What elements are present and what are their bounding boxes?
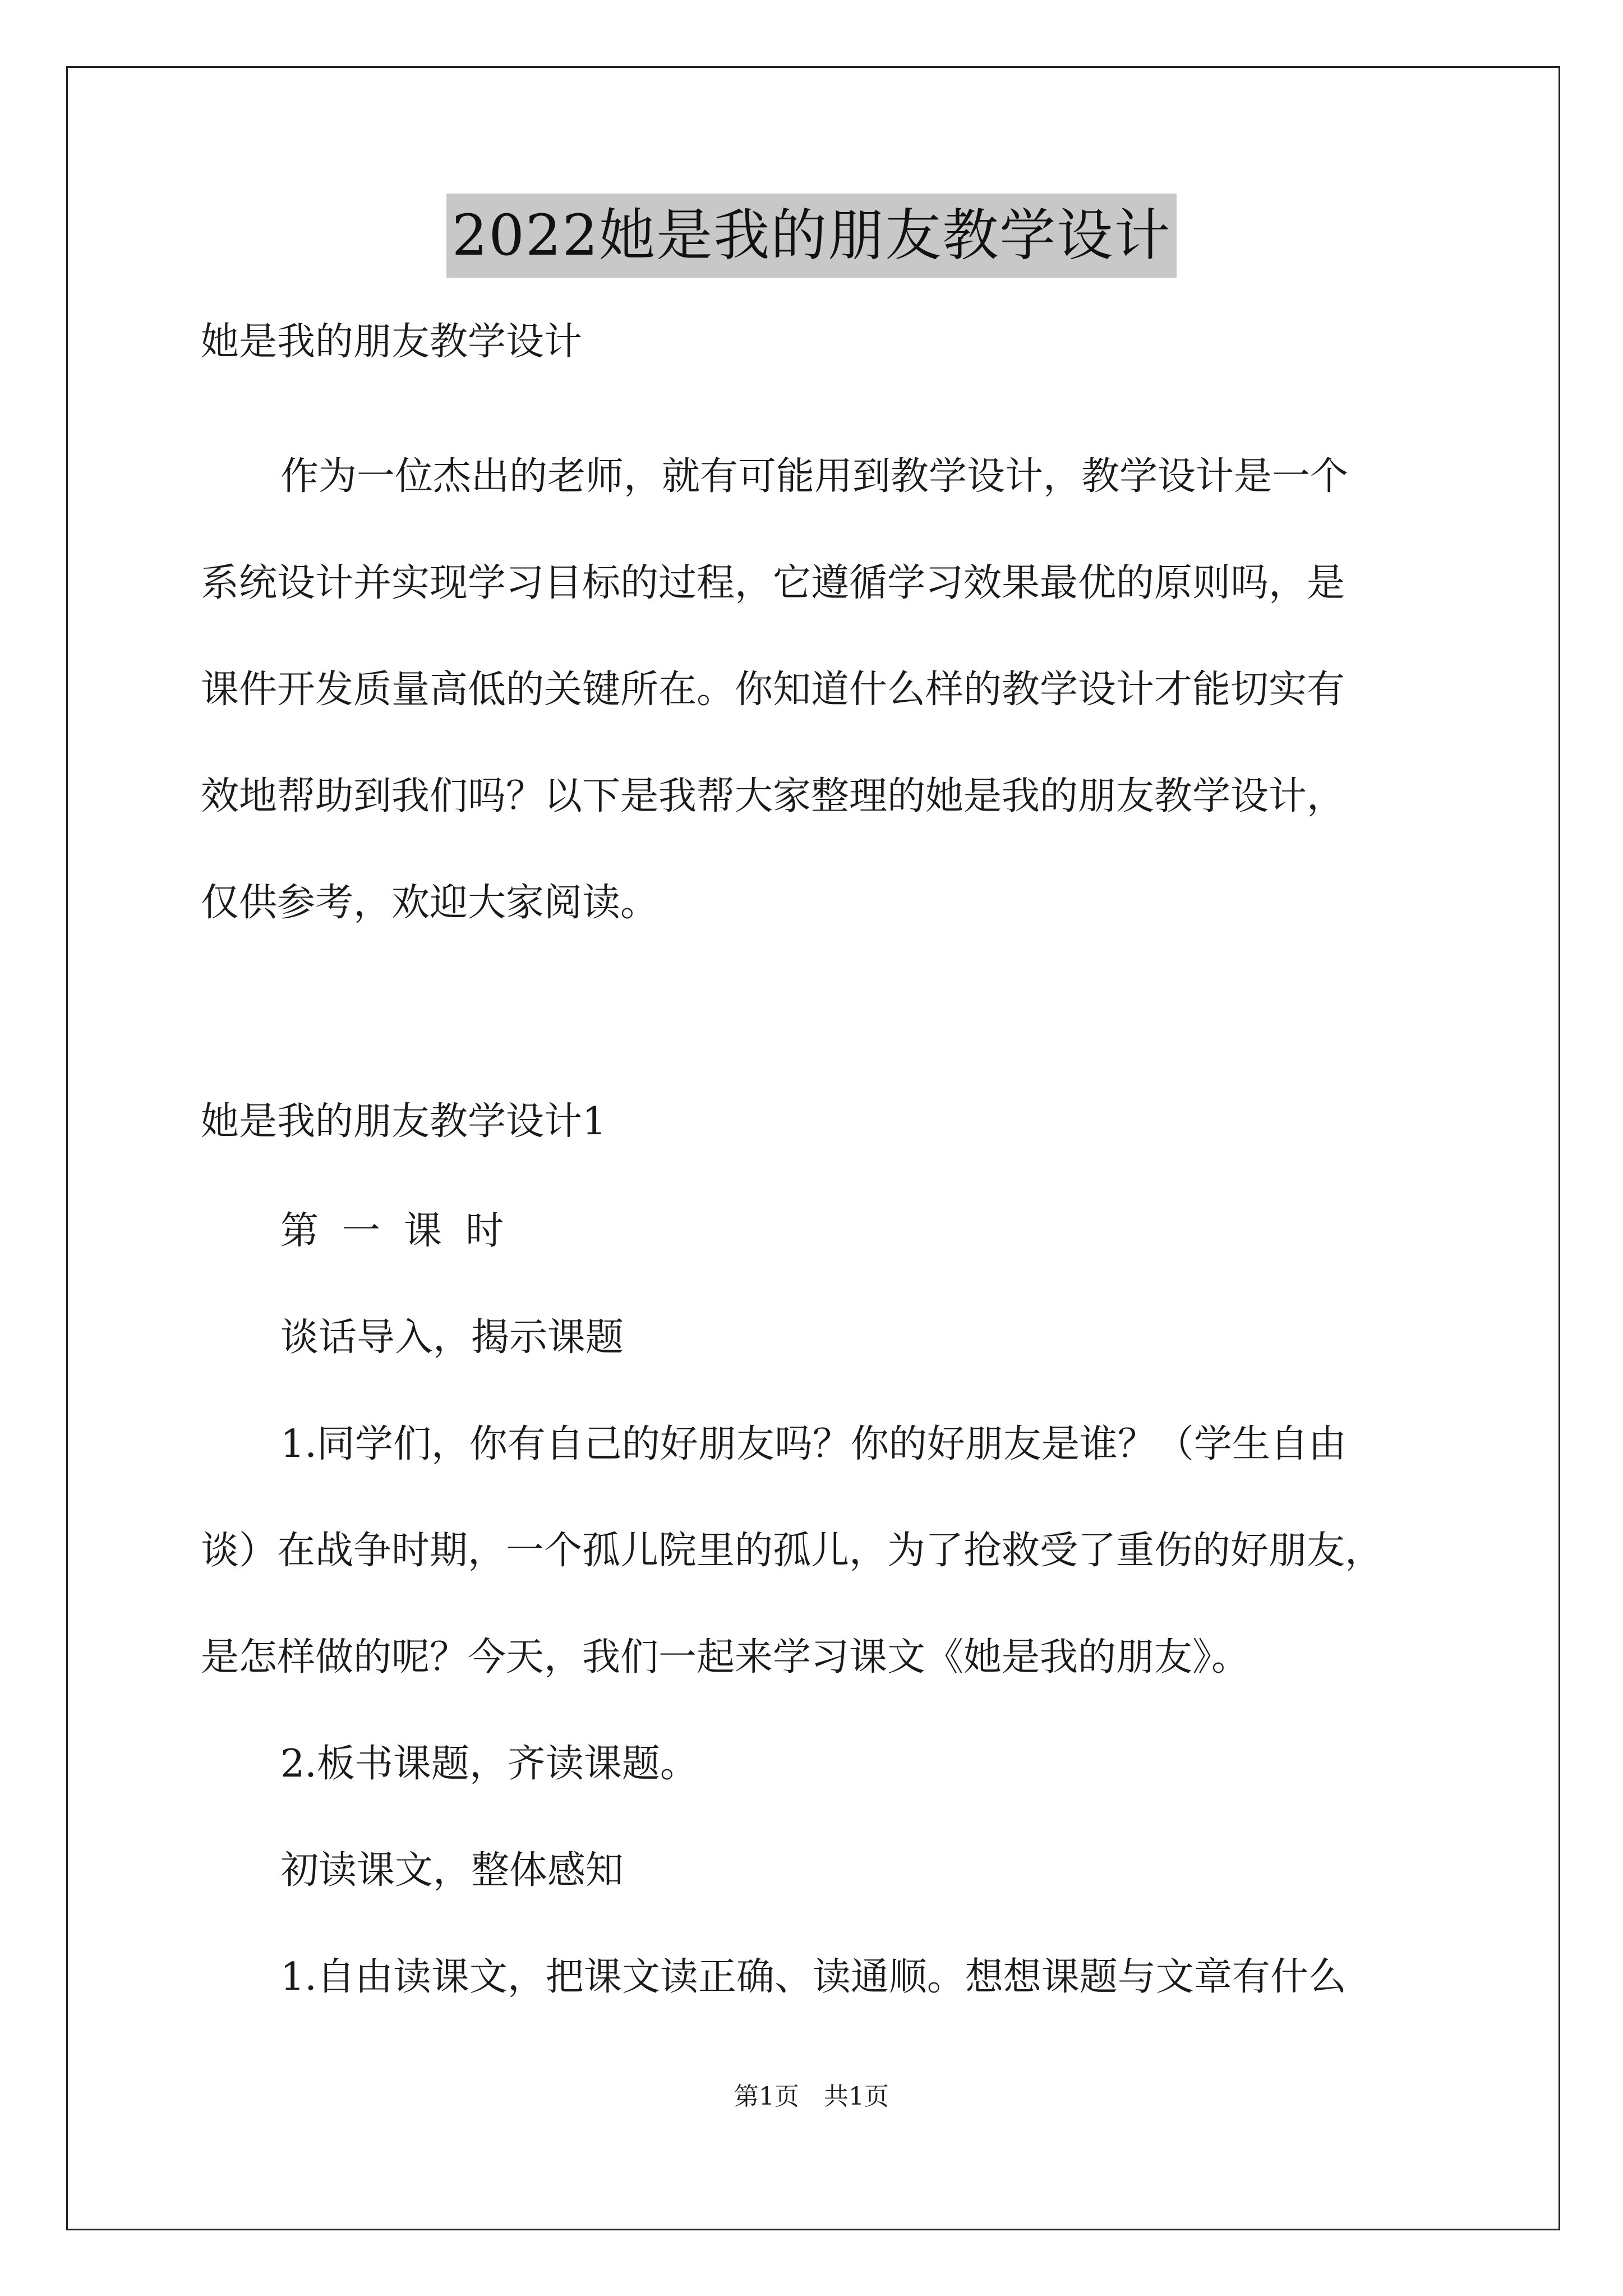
part1-heading: 谈话导入，揭示课题 <box>280 1315 624 1360</box>
lesson-label: 第一课时 <box>280 1209 528 1253</box>
intro-paragraph-line-4: 效地帮助到我们吗？以下是我帮大家整理的她是我的朋友教学设计， <box>201 774 1345 818</box>
document-title: 2022她是我的朋友教学设计 <box>446 194 1177 278</box>
part1-item1-line-3: 是怎样做的呢？今天，我们一起来学习课文《她是我的朋友》。 <box>201 1635 1250 1680</box>
part2-heading: 初读课文，整体感知 <box>280 1848 624 1893</box>
section-heading: 她是我的朋友教学设计1 <box>201 1099 607 1144</box>
intro-paragraph-line-2: 系统设计并实现学习目标的过程，它遵循学习效果最优的原则吗，是 <box>201 561 1345 605</box>
part1-item1-line-2: 谈）在战争时期，一个孤儿院里的孤儿，为了抢救受了重伤的好朋友， <box>201 1529 1384 1573</box>
intro-paragraph-line-5: 仅供参考，欢迎大家阅读。 <box>201 881 659 925</box>
intro-paragraph-line-1: 作为一位杰出的老师，就有可能用到教学设计，教学设计是一个 <box>280 454 1349 499</box>
intro-paragraph-line-3: 课件开发质量高低的关键所在。你知道什么样的教学设计才能切实有 <box>201 668 1345 712</box>
page-footer: 第1页 共1页 <box>734 2082 889 2111</box>
title-container <box>0 194 1623 278</box>
part1-item2: 2.板书课题，齐读课题。 <box>280 1742 698 1786</box>
document-subtitle: 她是我的朋友教学设计 <box>201 320 583 364</box>
part2-item1: 1.自由读课文，把课文读正确、读通顺。想想课题与文章有什么 <box>280 1955 1347 1999</box>
part1-item1-line-1: 1.同学们，你有自己的好朋友吗？你的好朋友是谁？（学生自由 <box>280 1422 1347 1466</box>
